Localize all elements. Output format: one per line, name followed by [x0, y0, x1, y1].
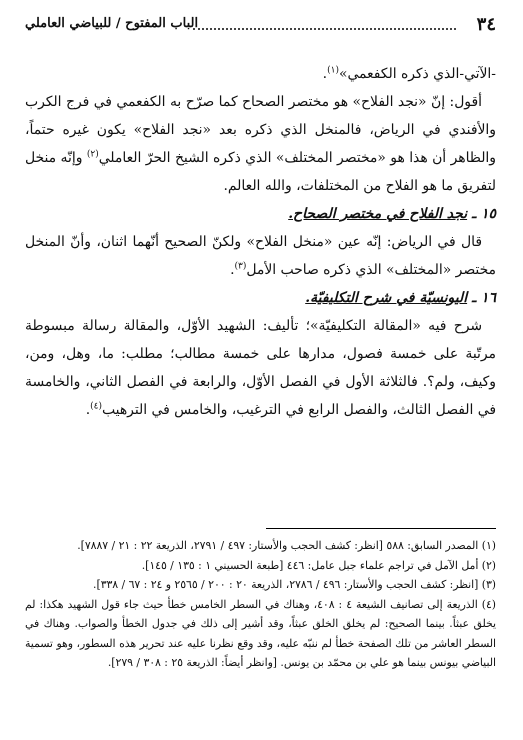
paragraph-2	[25, 88, 496, 200]
paragraph-3	[25, 228, 496, 284]
footnote-ref-3: (٣)	[234, 261, 247, 272]
paragraph-2-text: أقول: إنّ «نجد الفلاح» هو مختصر الصحاح كما صرّح به الكفعمي في فرج الكرب والأفندي في الرياض، فالمنخل الذي ذكره بعد «نجد الفلاح» يكون غيره حتماً، والظاهر أن هذا هو «مختصر المختلف» الذي ذكره الشيخ الحرّ العاملي	[25, 94, 496, 166]
paragraph-1-end: .	[322, 66, 328, 82]
footnote-3: (٣) [انظر: كشف الحجب والأستار: ٤٩٦ / ٢٧٨٦، الذريعة ٢٠ : ٢٠٠ / ٢٥٦٥ و ٢٤ : ٦٧ / ٣٣٨].	[93, 578, 496, 591]
footnote-ref-1: (١)	[327, 65, 339, 76]
section-title-15: نجد الفلاح في مختصر الصحاح.	[288, 206, 468, 222]
footnote-4: (٤) الذريعة إلى تصانيف الشيعة ٤ : ٤٠٨، وهناك في السطر الخامس خطأ حيث جاء قول الشهيد هكذا: لم يخلق عبثاً. بينما الصحيح: لم يخلق الخلق عبثاً، وقد أشير إلى ذلك في جدول الخطأ والصواب. وهناك في السطر العاشر من تلك الصفحة خطأ لم ننبّه عليه، وقد وقع نظرنا عليه عند تحرير هذه السطور، وهو تسمية البياضي بيونس بينما هو علي بن محمّد بن يونس. [وانظر أيضاً: الذريعة ٢٥ : ٣٠٨ / ٢٧٩].	[25, 597, 496, 669]
page-header	[25, 14, 496, 36]
paragraph-4-text: شرح فيه «المقالة التكليفيّة»؛ تأليف: الشهيد الأوّل، والمقالة رسالة مبسوطة مرتّبة على خمسة فصول، مدارها على خمسة مطالب؛ مطلب: ما، وهل، ومن، وكيف، ولم؟. فالثلاثة الأول في الفصل الأوّل، والرابعة في الفصل الثاني، والخامسة في الفصل الثالث، والفصل الرابع في الترغيب، والخامس في الترهيب	[25, 318, 496, 418]
footnotes	[25, 536, 496, 673]
section-heading-15	[25, 200, 496, 228]
running-title: الباب المفتوح / للبياضي العاملي	[25, 16, 199, 31]
paragraph-3-end: .	[230, 262, 235, 278]
paragraph-1-text: -الآتي-الذي ذكره الكفعمي»	[338, 66, 496, 82]
page-number: ٣٤	[476, 14, 496, 35]
section-number-16: ١٦ ـ	[467, 290, 496, 306]
footnote-ref-2: (٢)	[86, 149, 99, 160]
paragraph-4-end: .	[85, 402, 91, 418]
footnote-ref-4: (٤)	[90, 401, 102, 412]
section-title-16: اليونسيّة في شرح التكليفيّة.	[305, 290, 468, 306]
section-number-15: ١٥ ـ	[467, 206, 496, 222]
paragraph-4	[25, 312, 496, 424]
main-text	[25, 60, 496, 424]
footnote-separator	[266, 528, 496, 529]
footnote-2: (٢) أمل الآمل في تراجم علماء جبل عامل: ٤٤٦ [طبعة الحسيني ١ : ١٣٥ / ١٤٥].	[141, 558, 496, 572]
paragraph-1	[25, 60, 496, 88]
header-dotted-leader	[193, 28, 456, 30]
paragraph-2-end: وإنّه منخل لتفريق ما هو الفلاح من المختلفات، والله العالم.	[25, 150, 496, 194]
footnote-1: (١) المصدر السابق: ٥٨٨ [انظر: كشف الحجب والأستار: ٤٩٧ / ٢٧٩١، الذريعة ٢٢ : ٢١ / ٧٨٨٧].	[77, 539, 496, 552]
section-heading-16	[25, 284, 496, 312]
paragraph-3-text: قال في الرياض: إنّه عين «منخل الفلاح» ولكنّ الصحيح أنّهما اثنان، وأنّ المنخل مختصر «المختلف» الذي ذكره صاحب الأمل	[25, 234, 496, 278]
